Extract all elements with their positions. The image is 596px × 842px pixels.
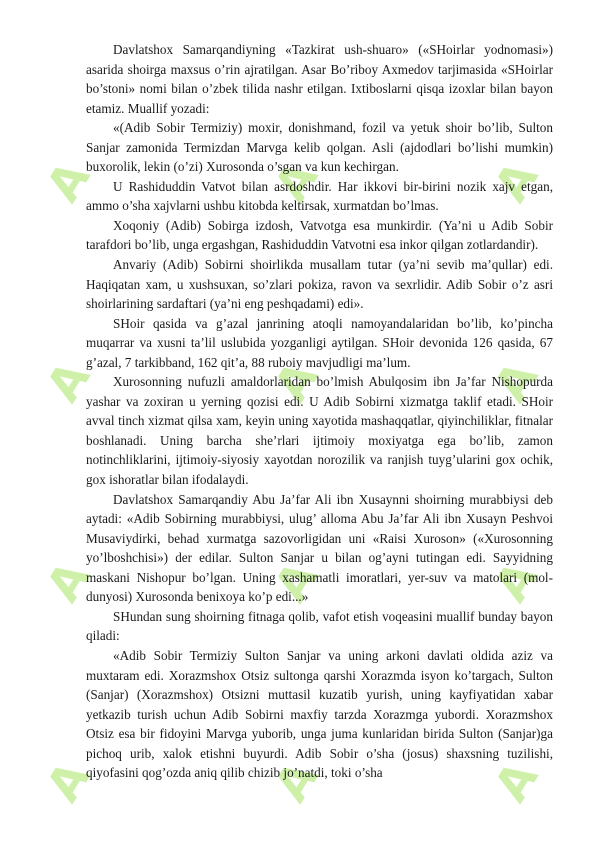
watermark-mark: A <box>263 752 329 811</box>
watermark-mark: A <box>483 352 549 411</box>
paragraph: Davlatshox Samarqandiyning «Tazkirat ush-shuaro» («SHoirlar yodnomasi») asarida shoirga maxsus o’rin ajratilgan. Asar Bo’riboy Axmedov tarjimasida «SHoirlar bo’stoni» nomi bilan o’zbek tilida nashr etilgan. Ixtiboslarni qisqa izoxlar bilan bayon etamiz. Muallif yozadi: <box>86 42 553 116</box>
body-text <box>86 40 553 783</box>
paragraph: SHundan sung shoirning fitnaga qolib, vafot etish voqeasini muallif bunday bayon qiladi: <box>86 608 553 644</box>
paragraph: U Rashiduddin Vatvot bilan asrdoshdir. Har ikkovi bir-birini nozik xajv etgan, ammo o’sha xajvlarni ushbu kitobda keltirsak, xurmatdan bo’lmas. <box>86 178 553 214</box>
paragraph: Xoqoniy (Adib) Sobirga izdosh, Vatvotga esa munkirdir. (Ya’ni u Adib Sobir tarafdori bo’lib, unga ergashgan, Rashiduddin Vatvotni esa inkor qilgan zotlardandir). <box>86 217 553 253</box>
paragraph: «Adib Sobir Termiziy Sulton Sanjar va uning arkoni davlati oldida aziz va muxtaram edi. Xorazmshox Otsiz sultonga qarshi Xorazmda isyon ko’targach, Sulton (Sanjar) (Xorazmshox) Otsizni muttasil kuzatib yurish, uning kayfiyatidan xabar yetkazib turish uchun Adib Sobirni maxfiy tarzda Xorazmga yubordi. Xorazmshox Otsiz esa bir fidoyini Marvga yuborib, unga juma kunlaridan birida Sulton (Sanjar)ga pichoq urib, xalok etishni buyurdi. Adib Sobir o’sha (josus) shaxsning tuzilishi, qiyofasini qog’ozda aniq qilib chizib jo’natdi, toki o’sha <box>86 647 553 781</box>
paragraph: Davlatshox Samarqandiy Abu Ja’far Ali ibn Xusaynni shoirning murabbiysi deb aytadi: «Adib Sobirning murabbiysi, ulug’ alloma Abu Ja’far Ali ibn Xusayn Peshvoi Musaviydirki, behad xurmatga sazovorligidan uni «Raisi Xuroson» («Xurosonning yo’lboshchisi») der edilar. Sulton Sanjar u bilan og’ayni tutingan edi. Sayyidning maskani Nishopur bo’lgan. Uning xashamatli imoratlari, yer-suv va matolari (mol-dunyosi) Xurosonda benixoya ko’p edi...» <box>86 491 553 605</box>
watermark-mark: A <box>483 152 549 211</box>
watermark-mark: A <box>483 752 549 811</box>
watermark-mark: A <box>483 552 549 611</box>
watermark-mark: A <box>35 152 101 211</box>
watermark-mark: A <box>263 352 329 411</box>
paragraph: SHoir qasida va g’azal janrining atoqli namoyandalaridan bo’lib, ko’pincha muqarrar va xusni ta’lil uslubida yozganligi aytilgan. SHoir devonida 126 qasida, 67 g’azal, 7 tarkibband, 162 qit’a, 88 ruboiy mavjudligi ma’lum. <box>86 315 553 370</box>
watermark-mark: A <box>263 152 329 211</box>
paragraph: Anvariy (Adib) Sobirni shoirlikda musallam tutar (ya’ni sevib ma’qullar) edi. Haqiqatan xam, u xushsuxan, so’zlari pokiza, ravon va sexrlidir. Adib Sobir o’z asri shoirlarining sardaftari (ya’ni eng peshqadami) edi». <box>86 257 553 312</box>
watermark-mark: A <box>35 352 101 411</box>
watermark-mark: A <box>35 752 101 811</box>
paragraph: «(Adib Sobir Termiziy) moxir, donishmand, fozil va yetuk shoir bo’lib, Sulton Sanjar zamonida Termizdan Marvga kelib qolgan. Asli (ajdodlari bo’lishi mumkin) buxorolik, lekin (o’zi) Xurosonda o’sgan va kun kechirgan. <box>86 120 553 175</box>
watermark-mark: A <box>35 552 101 611</box>
watermark-mark: A <box>263 552 329 611</box>
paragraph: Xurosonning nufuzli amaldorlaridan bo’lmish Abulqosim ibn Ja’far Nishopurda yashar va zoxiran u yerning qozisi edi. U Adib Sobirni xizmatga taklif etadi. SHoir avval tinch xizmat qilsa xam, keyin uning xayotida mashaqqatlar, qiyinchiliklar, fitnalar boshlanadi. Uning barcha she’rlari ijtimoiy moxiyatga ega bo’lib, zamon notinchliklarini, ijtimoiy-siyosiy xayotdan norozilik va ranjish tuyg’ularini gox ochik, gox ishoratlar bilan ifodalaydi. <box>86 374 553 488</box>
